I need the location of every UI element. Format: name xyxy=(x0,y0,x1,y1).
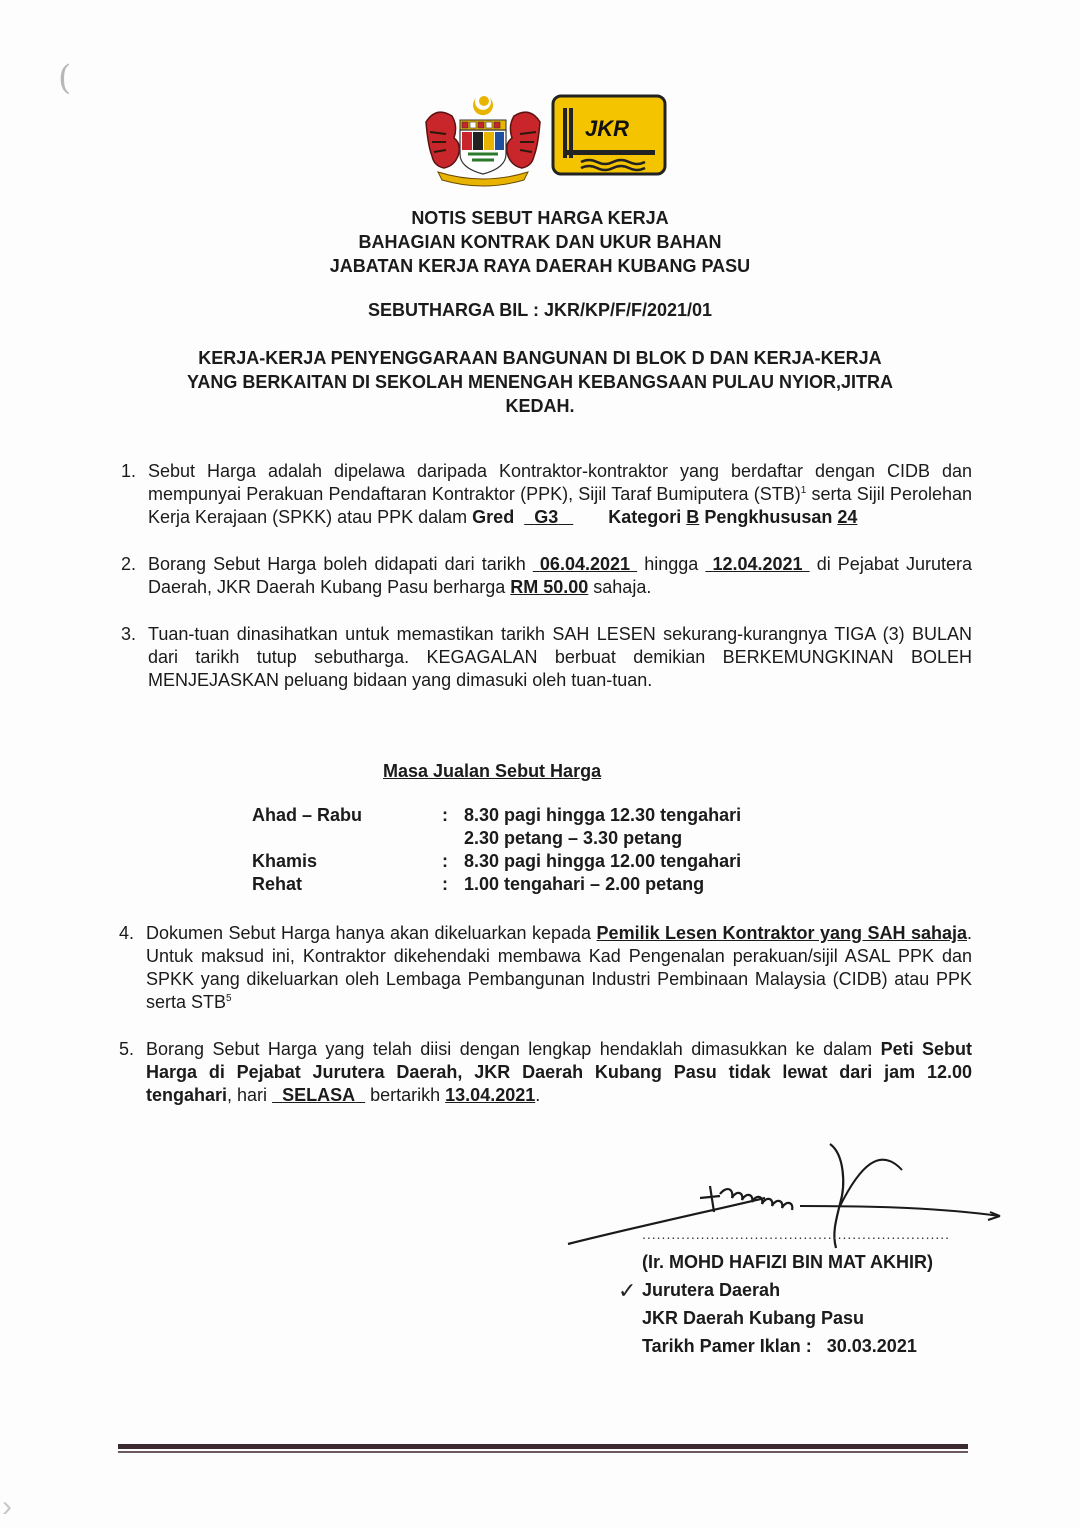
header-line: JABATAN KERJA RAYA DAERAH KUBANG PASU xyxy=(329,256,751,276)
date-to: 12.04.2021 xyxy=(712,554,803,574)
schedule-time: 8.30 pagi hingga 12.00 tengahari xyxy=(464,851,742,871)
table-row xyxy=(248,827,741,850)
closing-day: SELASA xyxy=(282,1085,356,1105)
schedule-day: Rehat xyxy=(252,874,303,894)
notice-header xyxy=(100,206,980,278)
item-text: Dokumen Sebut Harga hanya akan dikeluarkan kepada xyxy=(146,923,597,943)
jkr-logo-label: JKR xyxy=(585,116,630,141)
pengkhususan-label: Pengkhususan xyxy=(704,507,833,527)
item-text: serta Sijil Perolehan Kerja Kerajaan (SPKK) atau PPK dalam xyxy=(148,484,972,527)
schedule-time: 1.00 tengahari – 2.00 petang xyxy=(464,874,705,894)
subject-line: YANG BERKAITAN DI SEKOLAH MENENGAH KEBANGSAAN PULAU NYIOR,JITRA xyxy=(186,372,894,392)
schedule-colon xyxy=(442,827,464,850)
highlight-text: Pemilik Lesen Kontraktor yang SAH sahaja xyxy=(596,923,967,943)
item-text: . xyxy=(535,1085,541,1105)
pengkhususan-value: 24 xyxy=(837,507,858,527)
schedule-day: Khamis xyxy=(252,851,318,871)
jkr-logo xyxy=(551,94,667,176)
reference-number: SEBUTHARGA BIL : JKR/KP/F/F/2021/01 xyxy=(367,300,713,320)
gred-label: Gred xyxy=(472,507,515,527)
item-text: Borang Sebut Harga yang telah diisi dengan lengkap hendaklah dimasukkan ke dalam xyxy=(146,1039,881,1059)
scan-artifact: › xyxy=(2,1490,12,1523)
scan-artifact: ( xyxy=(58,58,72,98)
signatory-name: (Ir. MOHD HAFIZI BIN MAT AKHIR) xyxy=(642,1252,933,1272)
coat-of-arms-logo xyxy=(418,92,548,188)
subject-line: KERJA-KERJA PENYENGGARAAN BANGUNAN DI BLOK D DAN KERJA-KERJA xyxy=(198,348,882,368)
schedule-day xyxy=(248,827,442,850)
signature-line: ............................................................... xyxy=(642,1226,951,1242)
notice-subject xyxy=(100,346,980,418)
schedule-colon: : xyxy=(442,851,448,871)
kategori-value: B xyxy=(686,507,700,527)
subject-line: KEDAH. xyxy=(505,396,575,416)
closing-date: 13.04.2021 xyxy=(445,1085,536,1105)
gred-value: G3 xyxy=(534,507,559,527)
header-line: BAHAGIAN KONTRAK DAN UKUR BAHAN xyxy=(358,232,722,252)
schedule-table xyxy=(248,804,741,896)
date-from: 06.04.2021 xyxy=(539,554,631,574)
kategori-label: Kategori xyxy=(608,507,682,527)
schedule-time: 8.30 pagi hingga 12.30 tengahari xyxy=(464,805,742,825)
signatory-title: Jurutera Daerah xyxy=(642,1280,781,1300)
bold-text: Peti Sebut Harga di Pejabat Jurutera Daerah, JKR Daerah Kubang Pasu tidak lewat dari jam 12.00 tengahari xyxy=(146,1039,973,1105)
footnote-mark: 5 xyxy=(226,993,232,1004)
schedule-title: Masa Jualan Sebut Harga xyxy=(383,761,602,781)
item-number: 3. xyxy=(121,624,137,644)
table-row xyxy=(248,850,741,873)
item-text: di Pejabat Jurutera Daerah, JKR Daerah Kubang Pasu berharga xyxy=(148,554,972,597)
item-text: Sebut Harga adalah dipelawa daripada Kontraktor-kontraktor yang berdaftar dengan CIDB dan mempunyai Perakuan Pendaftaran Kontraktor (PPK), Sijil Taraf Bumiputera (STB) xyxy=(148,461,972,504)
item-number: 4. xyxy=(119,923,135,943)
notice-items-list xyxy=(110,460,972,692)
item-number: 2. xyxy=(121,554,137,574)
footnote-mark: 1 xyxy=(800,485,807,496)
list-item xyxy=(110,553,972,599)
signatory-office: JKR Daerah Kubang Pasu xyxy=(642,1308,865,1328)
list-item xyxy=(110,623,972,692)
schedule-colon: : xyxy=(442,805,448,825)
signature-block xyxy=(642,1248,933,1360)
item-text: bertarikh xyxy=(365,1085,446,1105)
display-date: Tarikh Pamer Iklan : 30.03.2021 xyxy=(642,1336,917,1356)
item-text: Borang Sebut Harga boleh didapati dari tarikh xyxy=(148,554,533,574)
price: RM 50.00 xyxy=(510,577,589,597)
notice-items-list-2 xyxy=(110,922,972,1107)
item-text: hingga xyxy=(637,554,706,574)
jkr-emblem-icon xyxy=(551,94,667,176)
item-text: Tuan-tuan dinasihatkan untuk memastikan tarikh SAH LESEN sekurang-kurangnya TIGA (3) BULAN dari tarikh tutup sebutharga. KEGAGALAN berbuat demikian BERKEMUNGKINAN BOLEH MENJEJASKAN peluang bidaan yang dimasuki oleh tuan-tuan. xyxy=(148,624,972,690)
schedule-time: 2.30 petang – 3.30 petang xyxy=(464,828,683,848)
list-item xyxy=(110,460,972,529)
schedule-day: Ahad – Rabu xyxy=(252,805,363,825)
footer-rule xyxy=(118,1444,968,1449)
item-text: , hari xyxy=(227,1085,273,1105)
item-number: 1. xyxy=(121,461,137,481)
check-mark-icon: ✓ xyxy=(618,1278,637,1303)
header-line: NOTIS SEBUT HARGA KERJA xyxy=(411,208,669,228)
table-row xyxy=(248,804,741,827)
handwritten-signature xyxy=(560,1136,1010,1261)
list-item xyxy=(110,922,972,1014)
item-text: sahaja. xyxy=(588,577,652,597)
list-item xyxy=(110,1038,972,1107)
item-number: 5. xyxy=(119,1039,135,1059)
schedule-colon: : xyxy=(442,874,448,894)
footer-rule xyxy=(118,1451,968,1453)
item-text: . Untuk maksud ini, Kontraktor dikehendaki membawa Kad Pengenalan perakuan/sijil ASAL PPK dan SPKK yang dikeluarkan oleh Lembaga Pembangunan Industri Pembinaan Malaysia (CIDB) atau PPK serta STB xyxy=(146,923,973,1012)
logo-group xyxy=(418,92,670,192)
table-row xyxy=(248,873,741,896)
